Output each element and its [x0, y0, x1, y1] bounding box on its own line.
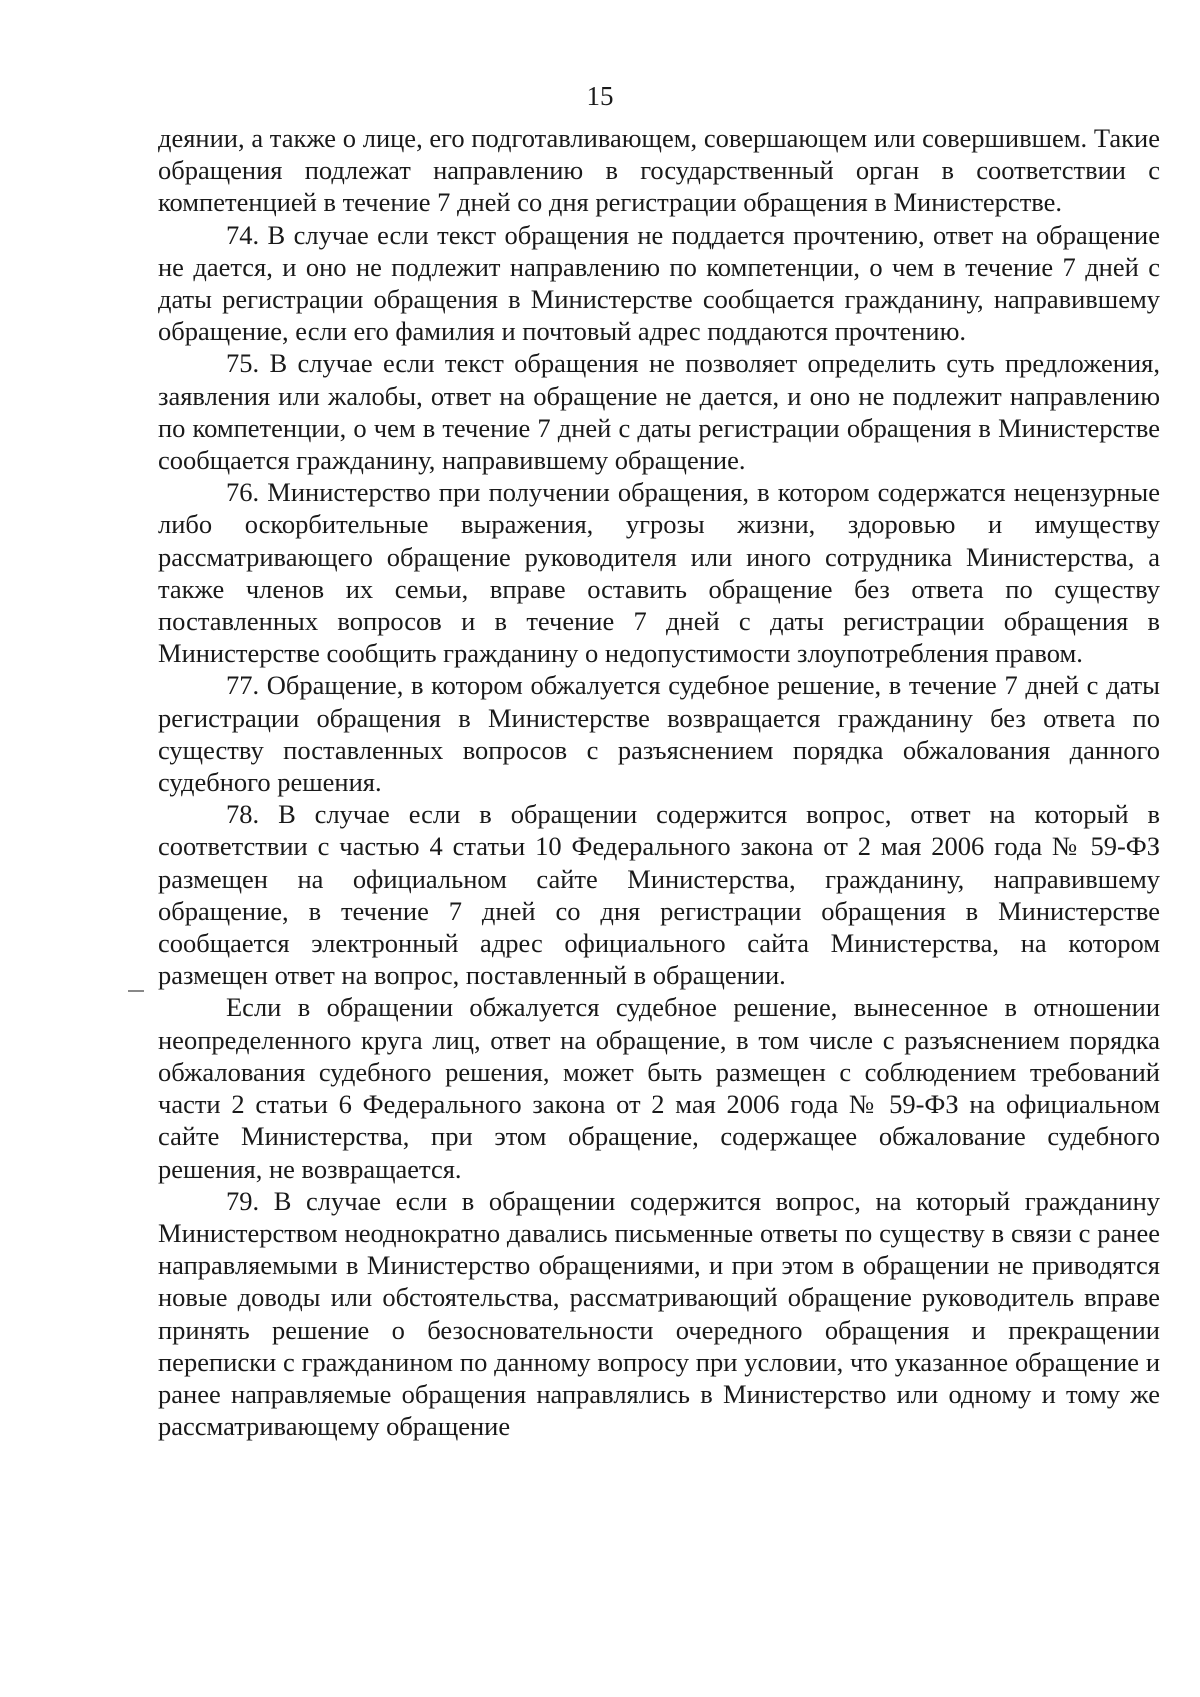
paragraph-74: 74. В случае если текст обращения не поддается прочтению, ответ на обращение не дается, и оно не подлежит направлению по компетенции, о чем в течение 7 дней с даты регистрации обращения в Министерстве сообщается гражданину, направившему обращение, если его фамилия и почтовый адрес поддаются прочтению.	[158, 219, 1160, 347]
paragraph-continuation: деянии, а также о лице, его подготавливающем, совершающем или совершившем. Такие обращения подлежат направлению в государственный орган в соответствии с компетенцией в течение 7 дней со дня регистрации обращения в Министерстве.	[158, 123, 1160, 218]
paragraph-79: 79. В случае если в обращении содержится вопрос, на который гражданину Министерством неоднократно давались письменные ответы по существу в связи с ранее направляемыми в Министерство обращениями, и при этом в обращении не приводятся новые доводы или обстоятельства, рассматривающий обращение руководитель вправе принять решение о безосновательности очередного обращения и прекращении переписки с гражданином по данному вопросу при условии, что указанное обращение и ранее направляемые обращения направлялись в Министерство или одному и тому же рассматривающему обращение	[158, 1185, 1160, 1442]
document-body	[158, 122, 1160, 1442]
paragraph-77: 77. Обращение, в котором обжалуется судебное решение, в течение 7 дней с даты регистрации обращения в Министерстве возвращается гражданину без ответа по существу поставленных вопросов с разъяснением порядка обжалования данного судебного решения.	[158, 670, 1160, 798]
margin-mark	[128, 990, 144, 992]
page-number: 15	[586, 81, 614, 111]
paragraph-78: 78. В случае если в обращении содержится вопрос, ответ на который в соответствии с частью 4 статьи 10 Федерального закона от 2 мая 2006 года № 59-ФЗ размещен на официальном сайте Министерства, гражданину, направившему обращение, в течение 7 дней со дня регистрации обращения в Министерстве сообщается электронный адрес официального сайта Министерства, на котором размещен ответ на вопрос, поставленный в обращении.	[158, 799, 1160, 991]
paragraph-78-second: Если в обращении обжалуется судебное решение, вынесенное в отношении неопределенного круга лиц, ответ на обращение, в том числе с разъяснением порядка обжалования судебного решения, может быть размещен с соблюдением требований части 2 статьи 6 Федерального закона от 2 мая 2006 года № 59-ФЗ на официальном сайте Министерства, при этом обращение, содержащее обжалование судебного решения, не возвращается.	[158, 992, 1160, 1184]
paragraph-76: 76. Министерство при получении обращения, в котором содержатся нецензурные либо оскорбительные выражения, угрозы жизни, здоровью и имуществу рассматривающего обращение руководителя или иного сотрудника Министерства, а также членов их семьи, вправе оставить обращение без ответа по существу поставленных вопросов и в течение 7 дней с даты регистрации обращения в Министерстве сообщить гражданину о недопустимости злоупотребления правом.	[158, 477, 1160, 669]
paragraph-75: 75. В случае если текст обращения не позволяет определить суть предложения, заявления или жалобы, ответ на обращение не дается, и оно не подлежит направлению по компетенции, о чем в течение 7 дней с даты регистрации обращения в Министерстве сообщается гражданину, направившему обращение.	[158, 348, 1160, 476]
